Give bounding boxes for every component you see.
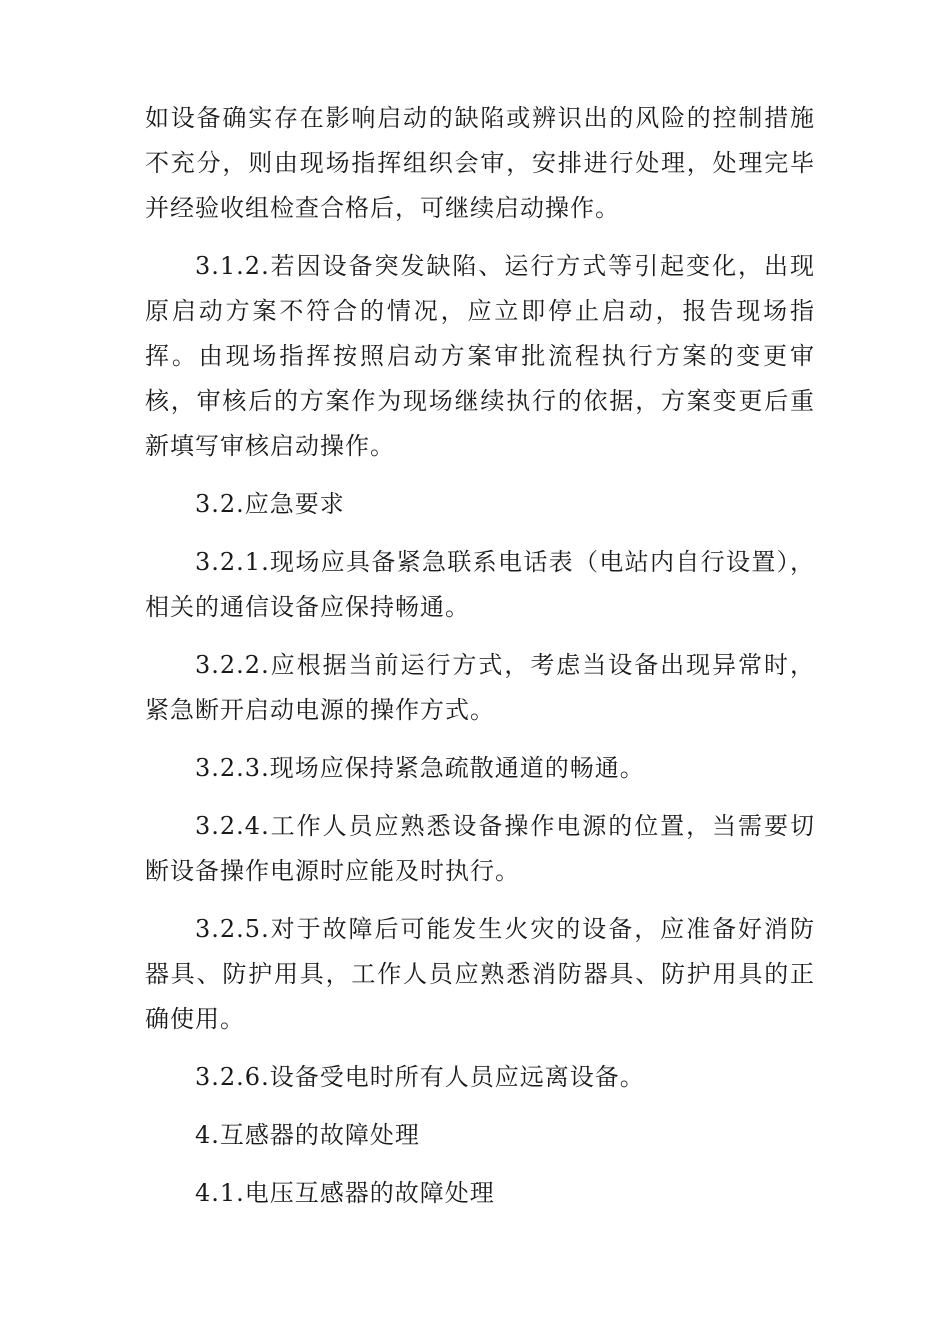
paragraph-3-2-3: 3.2.3.现场应保持紧急疏散通道的畅通。 xyxy=(195,754,645,782)
heading-4-1: 4.1.电压互感器的故障处理 xyxy=(195,1179,495,1207)
heading-4: 4.互感器的故障处理 xyxy=(195,1121,420,1149)
paragraph-3-2-4: 3.2.4.工作人员应熟悉设备操作电源的位置，当需要切断设备操作电源时应能及时执行。 xyxy=(145,812,815,885)
document-body xyxy=(145,96,815,1229)
paragraph-3-2-5: 3.2.5.对于故障后可能发生火灾的设备，应准备好消防器具、防护用具，工作人员应熟悉消防器具、防护用具的正确使用。 xyxy=(145,915,815,1033)
heading-3-2: 3.2.应急要求 xyxy=(195,490,345,518)
paragraph-3-1-2: 3.1.2.若因设备突发缺陷、运行方式等引起变化，出现原启动方案不符合的情况，应立即停止启动，报告现场指挥。由现场指挥按照启动方案审批流程执行方案的变更审核，审核后的方案作为现场继续执行的依据，方案变更后重新填写审核启动操作。 xyxy=(145,252,815,460)
paragraph-continuation: 如设备确实存在影响启动的缺陷或辨识出的风险的控制措施不充分，则由现场指挥组织会审，安排进行处理，处理完毕并经验收组检查合格后，可继续启动操作。 xyxy=(145,104,815,222)
paragraph-3-2-6: 3.2.6.设备受电时所有人员应远离设备。 xyxy=(195,1063,645,1091)
paragraph-3-2-1: 3.2.1.现场应具备紧急联系电话表（电站内自行设置），相关的通信设备应保持畅通。 xyxy=(145,548,815,621)
paragraph-3-2-2: 3.2.2.应根据当前运行方式，考虑当设备出现异常时，紧急断开启动电源的操作方式。 xyxy=(145,651,815,724)
